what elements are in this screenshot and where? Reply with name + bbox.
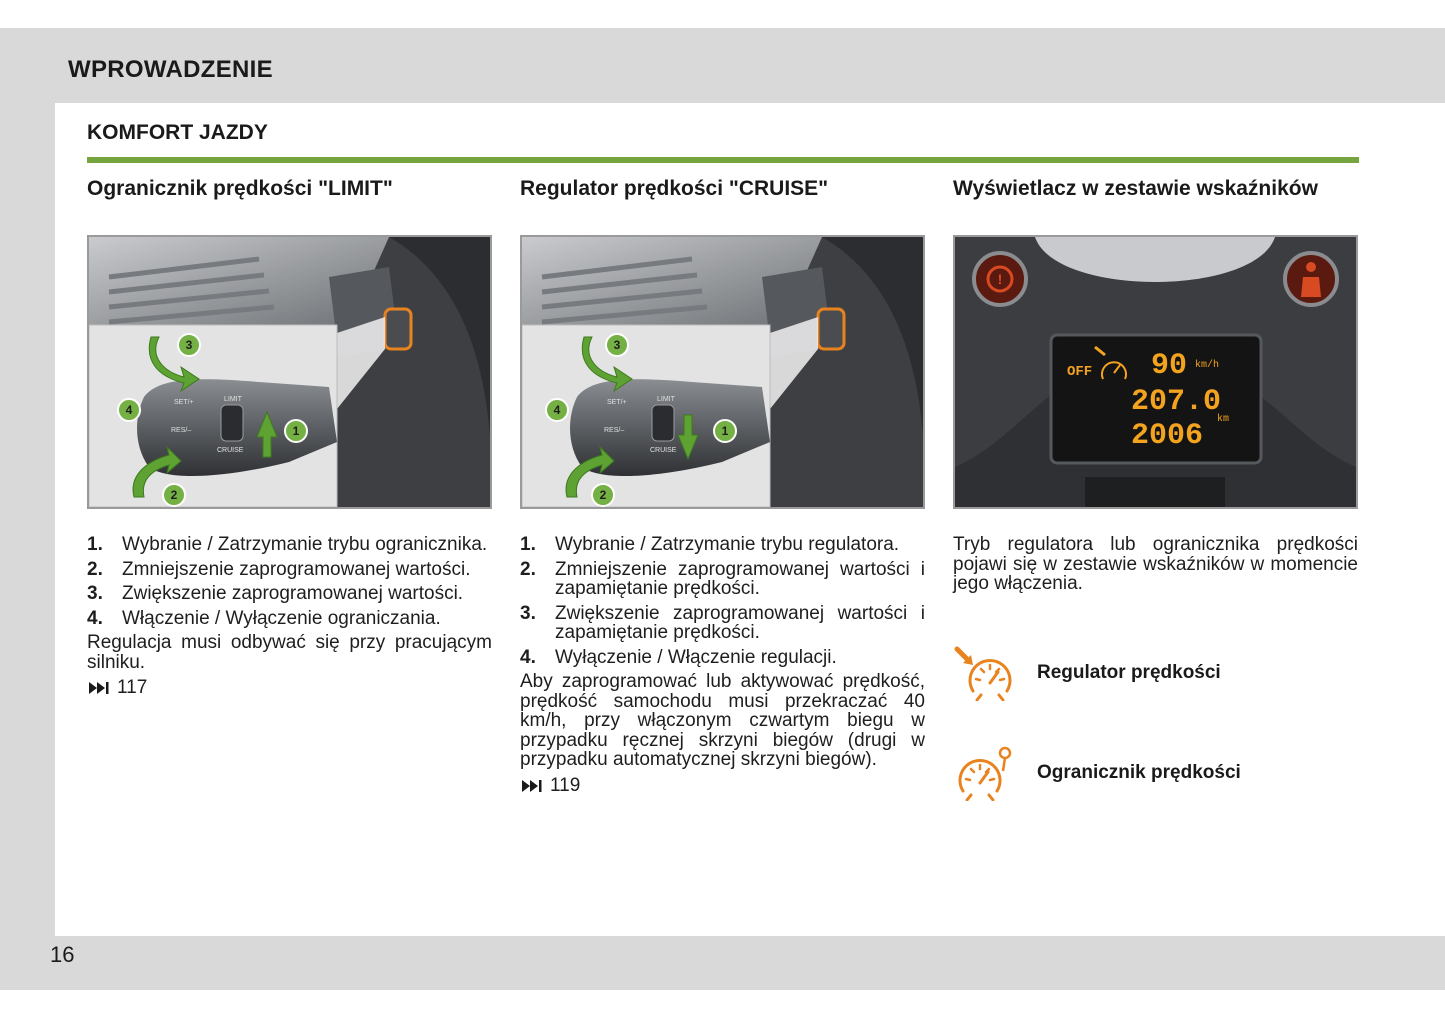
callout-4: 4 (553, 403, 561, 417)
callout-1: 1 (721, 424, 729, 438)
limiter-stalk-photo (87, 235, 492, 509)
column-cruise-control (520, 178, 925, 797)
callout-1: 1 (292, 424, 300, 438)
fast-forward-icon (87, 680, 113, 696)
chapter-title: WPROWADZENIE (68, 56, 273, 83)
column-heading: Wyświetlacz w zestawie wskaźników (953, 177, 1318, 200)
limiter-note: Regulacja musi odbywać się przy pracującym silniku. (87, 632, 492, 673)
footer-band (0, 936, 1445, 990)
instrument-cluster-photo (953, 235, 1358, 509)
stalk-label-res: RES/– (604, 427, 625, 434)
display-status: OFF (1067, 364, 1093, 380)
reference-page-number: 117 (117, 677, 148, 698)
stalk-label-set: SET/+ (174, 399, 194, 406)
reference-page-number: 119 (550, 774, 581, 796)
display-description: Tryb regulatora lub ogranicznika prędkości pojawi się w zestawie wskaźników w momencie jego włączenia. (953, 534, 1358, 594)
page-reference-link[interactable] (520, 775, 925, 797)
list-item: 4. Włączenie / Wyłączenie ograniczania. (87, 607, 441, 629)
svg-text:!: ! (997, 271, 1003, 287)
callout-2: 2 (599, 488, 607, 502)
display-speed: 90 (1151, 349, 1188, 383)
stalk-label-set: SET/+ (607, 399, 627, 406)
cruise-steps-list (520, 535, 925, 667)
stalk-label-cruise: CRUISE (650, 447, 677, 454)
list-item: 1. Wybranie / Zatrzymanie trybu ogranicznika. (87, 534, 488, 555)
legend-speed-limiter (953, 745, 1241, 801)
column-heading: Regulator prędkości "CRUISE" (520, 177, 829, 200)
limiter-steps-list (87, 535, 492, 628)
left-margin-band (0, 28, 55, 990)
legend-label: Ogranicznik prędkości (1037, 762, 1241, 783)
list-item: 4. Wyłączenie / Włączenie regulacji. (520, 646, 837, 668)
callout-4: 4 (125, 403, 133, 417)
stalk-label-limit: LIMIT (224, 396, 242, 403)
list-item: 2. Zmniejszenie zaprogramowanej wartości. (87, 558, 471, 580)
column-instrument-display (953, 178, 1358, 594)
stalk-label-limit: LIMIT (657, 396, 675, 403)
callout-3: 3 (185, 338, 193, 352)
fast-forward-icon (520, 778, 546, 794)
stalk-label-res: RES/– (171, 427, 192, 434)
section-divider (87, 157, 1359, 163)
stalk-label-cruise: CRUISE (217, 447, 244, 454)
display-speed-unit: km/h (1195, 360, 1220, 371)
section-title: KOMFORT JAZDY (87, 121, 268, 144)
legend-cruise-control (953, 645, 1221, 701)
cruise-stalk-photo (520, 235, 925, 509)
column-heading: Ogranicznik prędkości "LIMIT" (87, 177, 393, 200)
display-odometer: 2006 (1131, 419, 1204, 453)
cruise-note: Aby zaprogramować lub aktywować prędkość, prędkość samochodu musi przekraczać 40 km/h, przy włączonym czwartym biegu w przypadku ręcznej skrzyni biegów (drugi w przypadku automatycznej skrzyni biegów). (520, 671, 925, 770)
page-reference-link[interactable] (87, 677, 492, 699)
speed-limiter-icon (953, 745, 1015, 801)
column-speed-limiter (87, 178, 492, 699)
list-item: 3. Zwiększenie zaprogramowanej wartości i zapamiętanie prędkości. (520, 602, 925, 643)
list-item: 2. Zmniejszenie zaprogramowanej wartości i zapamiętanie prędkości. (520, 558, 925, 599)
list-item: 1. Wybranie / Zatrzymanie trybu regulatora. (520, 534, 900, 555)
display-odo-unit: km (1217, 414, 1230, 425)
display-trip: 207.0 (1131, 385, 1222, 419)
legend-label: Regulator prędkości (1037, 662, 1221, 683)
page-number: 16 (50, 942, 75, 967)
list-item: 3. Zwiększenie zaprogramowanej wartości. (87, 583, 464, 604)
callout-2: 2 (170, 488, 178, 502)
cruise-control-icon (953, 645, 1015, 701)
callout-3: 3 (613, 338, 621, 352)
